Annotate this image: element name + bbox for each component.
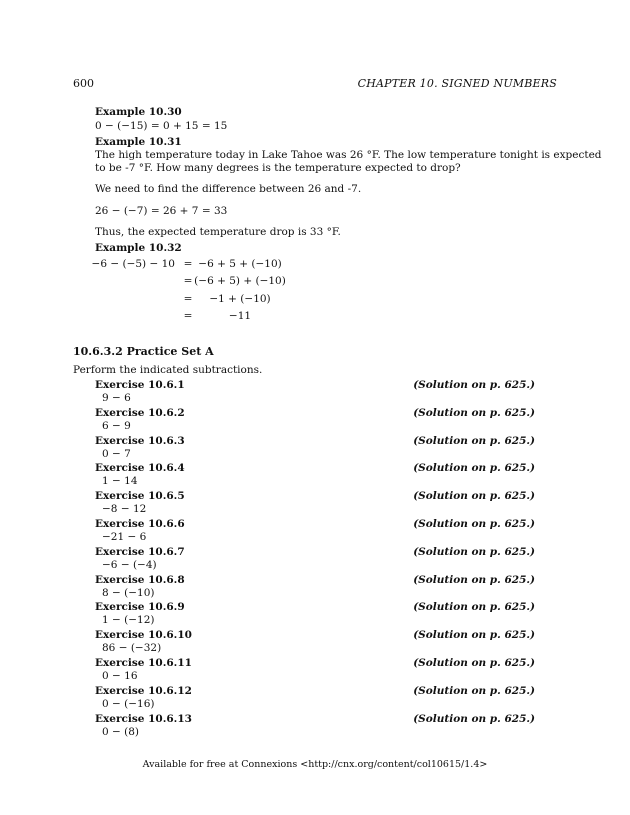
- exercise-problem: −8 − 12: [102, 503, 147, 516]
- exercise-title: Exercise 10.6.8: [95, 573, 185, 586]
- exercise-problem: −6 − (−4): [102, 558, 157, 571]
- equation-rhs: −6 + 5 + (−10): [198, 258, 282, 270]
- solution-link[interactable]: (Solution on p. 625.): [413, 434, 535, 447]
- example-text: to be -7 °F. How many degrees is the temperature expected to drop?: [95, 162, 461, 174]
- solution-link[interactable]: (Solution on p. 625.): [413, 573, 535, 586]
- example-text: The high temperature today in Lake Tahoe was 26 °F. The low temperature tonight is expected: [95, 149, 602, 161]
- exercise-title: Exercise 10.6.9: [95, 601, 185, 614]
- equation-rhs: −11: [228, 310, 252, 322]
- solution-link[interactable]: (Solution on p. 625.): [413, 684, 535, 697]
- exercise-title: Exercise 10.6.10: [95, 629, 192, 642]
- solution-link[interactable]: (Solution on p. 625.): [413, 518, 535, 530]
- equation-relation: =: [183, 310, 193, 322]
- example-conclusion: Thus, the expected temperature drop is 33 °F.: [95, 226, 341, 238]
- exercise-problem: 6 − 9: [102, 419, 131, 432]
- solution-link[interactable]: (Solution on p. 625.): [413, 490, 535, 503]
- solution-link[interactable]: (Solution on p. 625.): [413, 712, 535, 725]
- chapter-header: CHAPTER 10. SIGNED NUMBERS: [357, 77, 557, 90]
- equation-lhs: −6 − (−5) − 10: [91, 258, 175, 270]
- solution-link[interactable]: (Solution on p. 625.): [413, 657, 535, 669]
- example-math: 0 − (−15) = 0 + 15 = 15: [95, 120, 228, 132]
- solution-link[interactable]: (Solution on p. 625.): [413, 545, 535, 558]
- example-title: Example 10.32: [95, 242, 182, 254]
- equation-rhs: −1 + (−10): [209, 293, 271, 305]
- solution-link[interactable]: (Solution on p. 625.): [413, 601, 535, 614]
- exercise-title: Exercise 10.6.6: [95, 518, 185, 530]
- exercise-problem: 0 − (8): [102, 725, 140, 738]
- exercise-title: Exercise 10.6.5: [95, 490, 185, 503]
- exercise-title: Exercise 10.6.7: [95, 545, 185, 558]
- section-title: 10.6.3.2 Practice Set A: [73, 345, 214, 358]
- example-math: 26 − (−7) = 26 + 7 = 33: [95, 205, 228, 217]
- exercise-problem: 0 − 16: [102, 670, 138, 682]
- exercise-title: Exercise 10.6.1: [95, 379, 185, 391]
- example-title: Example 10.30: [95, 106, 182, 118]
- exercise-problem: 0 − 7: [102, 447, 131, 460]
- exercise-problem: 1 − (−12): [102, 614, 155, 627]
- example-step: We need to find the difference between 26 and -7.: [95, 183, 362, 195]
- exercise-title: Exercise 10.6.3: [95, 434, 185, 447]
- exercise-problem: −21 − 6: [102, 531, 147, 543]
- exercise-problem: 86 − (−32): [102, 642, 162, 655]
- section-instruction: Perform the indicated subtractions.: [73, 364, 263, 376]
- equation-relation: =: [183, 293, 193, 305]
- exercise-problem: 0 − (−16): [102, 697, 155, 710]
- exercise-title: Exercise 10.6.4: [95, 462, 185, 475]
- solution-link[interactable]: (Solution on p. 625.): [413, 462, 535, 475]
- equation-rhs: (−6 + 5) + (−10): [194, 275, 286, 287]
- equation-relation: =: [183, 258, 193, 270]
- equation-relation: =: [183, 275, 193, 287]
- solution-link[interactable]: (Solution on p. 625.): [413, 406, 535, 419]
- exercise-title: Exercise 10.6.11: [95, 657, 192, 669]
- solution-link[interactable]: (Solution on p. 625.): [413, 379, 535, 391]
- exercise-title: Exercise 10.6.2: [95, 406, 185, 419]
- exercise-problem: 9 − 6: [102, 392, 131, 404]
- exercise-problem: 1 − 14: [102, 475, 138, 488]
- example-title: Example 10.31: [95, 136, 182, 148]
- page-footer: Available for free at Connexions <http://cnx.org/content/col10615/1.4>: [142, 759, 488, 770]
- page-number: 600: [73, 77, 94, 90]
- exercise-title: Exercise 10.6.13: [95, 712, 192, 725]
- exercise-title: Exercise 10.6.12: [95, 684, 192, 697]
- solution-link[interactable]: (Solution on p. 625.): [413, 629, 535, 642]
- exercise-problem: 8 − (−10): [102, 586, 155, 599]
